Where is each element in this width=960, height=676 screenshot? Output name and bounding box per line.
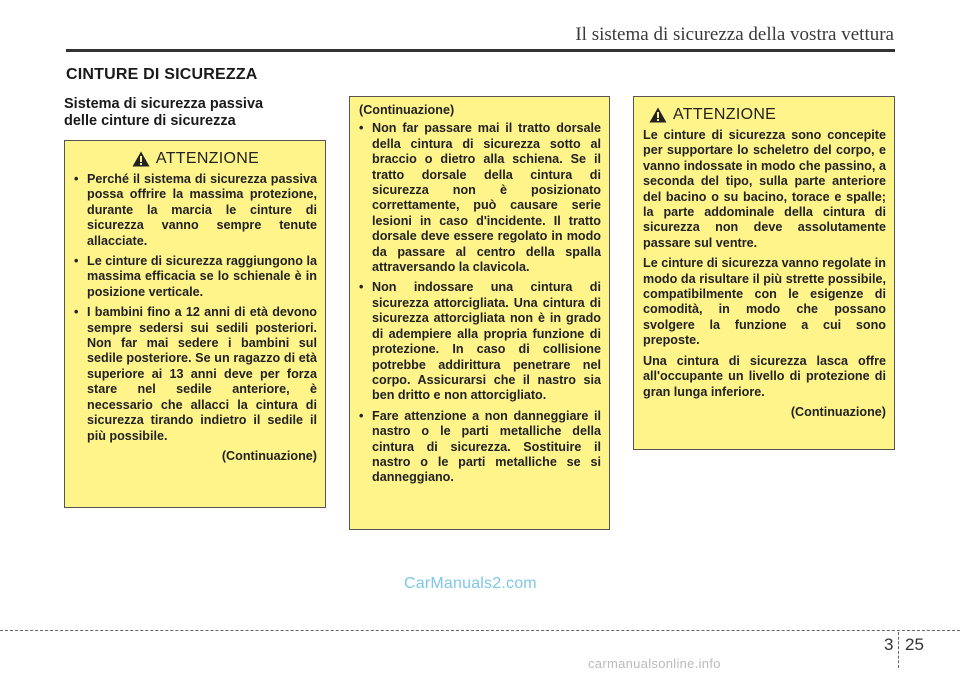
list-item: • Perché il sistema di sicurezza passiva possa offrire la massima protezione, durante la marcia le cinture di sicurezza vanno sempre tenute allacciate.: [74, 172, 317, 249]
continued-label: (Continuazione): [359, 103, 455, 117]
subsection-title-line-2: delle cinture di sicurezza: [64, 113, 236, 129]
warning-heading-text: ATTENZIONE: [155, 150, 260, 168]
warning-box-2: [349, 96, 610, 530]
warning-list: [74, 172, 317, 444]
warning-heading: [643, 107, 886, 123]
list-item: • Fare attenzione a non danneggiare il nastro o le parti metalliche della cintura di sicurezza. Sostituire il nastro o le parti metalliche se si danneggiano.: [359, 409, 601, 486]
warning-box-1: [64, 140, 326, 508]
header-rule: [66, 49, 895, 52]
warning-heading: [74, 151, 317, 167]
warning-box-3: [633, 96, 895, 450]
list-item: • I bambini fino a 12 anni di età devono sempre sedersi sui sedili posteriori. Non far mai sedere i bambini sul sedile posteriore. Se un ragazzo di età superiore ai 13 anni deve per forza stare nel sedile anteriore, è necessario che allacci la cintura di sicurezza tirando indietro il sedile il più possibile.: [74, 305, 317, 444]
section-title: CINTURE DI SICUREZZA: [66, 66, 258, 83]
list-item: • Non far passare mai il tratto dorsale della cintura di sicurezza sotto al braccio o dietro alla schiena. Se il tratto dorsale della cintura di sicurezza non è posizionato correttamente, può causare serie lesioni in caso d'incidente. Il tratto dorsale deve essere regolato in modo da passare al centro della spalla attraversando la clavicola.: [359, 121, 601, 275]
chapter-number: 3: [884, 635, 894, 654]
subsection-title-line-1: Sistema di sicurezza passiva: [64, 96, 264, 112]
page-header-title: Il sistema di sicurezza della vostra vettura: [575, 24, 894, 45]
continuation-label: (Continuazione): [790, 404, 886, 419]
subsection-title: [64, 96, 334, 130]
list-item: • Non indossare una cintura di sicurezza attorcigliata. Una cintura di sicurezza attorcigliata non è in grado di adempiere alla propria funzione di protezione. In caso di collisione potrebbe addirittura penetrare nel corpo. Assicurarsi che il nastro sia ben dritto e non attorcigliato.: [359, 280, 601, 403]
continuation-label: (Continuazione): [221, 448, 317, 463]
paragraph: Le cinture di sicurezza sono concepite per supportare lo scheletro del corpo, e vanno indossate in modo che passino, a seconda del tipo, sulla parte anteriore del bacino o su bacino, torace e spalle; la parte addominale della cintura di sicurezza non deve assolutamente passare sul ventre.: [643, 128, 886, 250]
footer-brand: carmanualsonline.info: [588, 656, 721, 671]
warning-heading-text: ATTENZIONE: [673, 106, 777, 124]
watermark-link[interactable]: CarManuals2.com: [404, 575, 537, 592]
footer-rule: [0, 630, 960, 631]
warning-triangle-icon: [649, 107, 667, 123]
list-item: • Le cinture di sicurezza raggiungono la massima efficacia se lo schienale è in posizione verticale.: [74, 254, 317, 300]
paragraph: Una cintura di sicurezza lasca offre all'occupante un livello di protezione di gran lunga inferiore.: [643, 353, 886, 399]
page-number: 25: [905, 635, 924, 654]
paragraph: Le cinture di sicurezza vanno regolate in modo da risultare il più strette possibile, compatibilmente con le esigenze di comodità, in modo che possano svolgere la funzione a cui sono preposte.: [643, 256, 886, 348]
warning-list: [359, 121, 601, 485]
footer-divider: [898, 632, 899, 668]
warning-triangle-icon: [132, 151, 150, 167]
